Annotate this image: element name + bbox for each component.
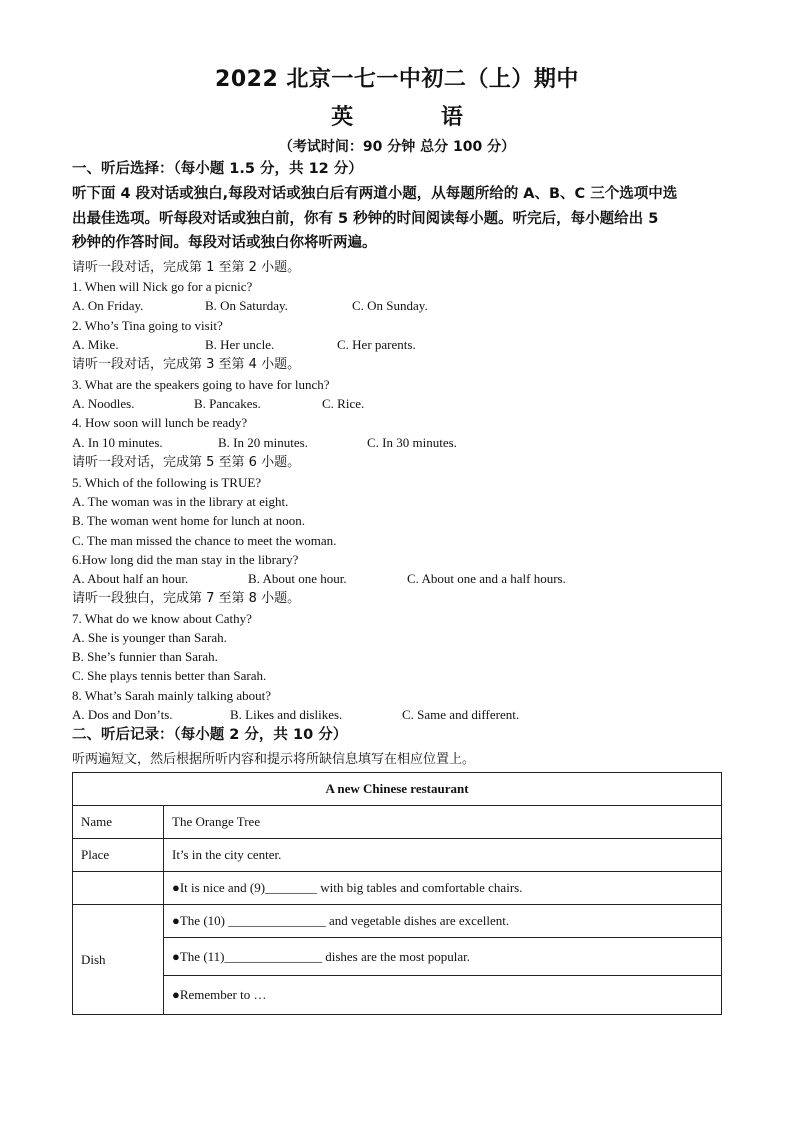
question-6: 6.How long did the man stay in the library? (72, 552, 299, 567)
q5-option-a: A. The woman was in the library at eight. (72, 494, 289, 509)
section1-instruction-line1: 听下面 4 段对话或独白,每段对话或独白后有两道小题，从每题所给的 A、B、C 三个选项中选 (72, 186, 678, 202)
q4-option-b: B. In 20 minutes. (218, 435, 308, 450)
dialog2-prompt: 请听一段对话，完成第 3 至第 4 小题。 (72, 357, 301, 372)
notes-table (72, 772, 722, 1015)
q1-option-a: A. On Friday. (72, 298, 144, 313)
q3-option-c: C. Rice. (322, 396, 365, 411)
q6-option-c: C. About one and a half hours. (407, 571, 566, 586)
table-row (73, 872, 722, 905)
row-label-place: Place (73, 839, 164, 872)
exam-info: （考试时间：90 分钟 总分 100 分） (278, 139, 516, 155)
dialog3-prompt: 请听一段对话，完成第 5 至第 6 小题。 (72, 455, 301, 470)
q3-option-a: A. Noodles. (72, 396, 135, 411)
question-5: 5. Which of the following is TRUE? (72, 475, 262, 490)
table-caption: A new Chinese restaurant (73, 773, 722, 806)
q7-option-a: A. She is younger than Sarah. (72, 630, 227, 645)
row-label-name: Name (73, 806, 164, 839)
table-row (73, 806, 722, 839)
row-label-dish: Dish (73, 905, 164, 1015)
question-3: 3. What are the speakers going to have for lunch? (72, 377, 330, 392)
section2-heading: 二、听后记录：（每小题 2 分，共 10 分） (72, 727, 348, 743)
q8-option-b: B. Likes and dislikes. (230, 707, 343, 722)
q5-option-b: B. The woman went home for lunch at noon. (72, 513, 305, 528)
row-value-blank-9: ●It is nice and (9)________ with big tables and comfortable chairs. (164, 872, 722, 905)
question-2: 2. Who’s Tina going to visit? (72, 318, 223, 333)
q7-option-c: C. She plays tennis better than Sarah. (72, 668, 267, 683)
q4-option-a: A. In 10 minutes. (72, 435, 163, 450)
q2-option-b: B. Her uncle. (205, 337, 275, 352)
table-row (73, 938, 722, 976)
q7-option-b: B. She’s funnier than Sarah. (72, 649, 218, 664)
q1-option-c: C. On Sunday. (352, 298, 428, 313)
dish-blank-10: ●The (10) _______________ and vegetable dishes are excellent. (164, 905, 722, 938)
section1-instruction-line2: 出最佳选项。听每段对话或独白前，你有 5 秒钟的时间阅读每小题。听完后，每小题给出 5 (72, 211, 659, 227)
question-7: 7. What do we know about Cathy? (72, 611, 252, 626)
section1-instruction-line3: 秒钟的作答时间。每段对话或独白你将听两遍。 (72, 235, 377, 251)
question-8: 8. What’s Sarah mainly talking about? (72, 688, 272, 703)
q2-option-c: C. Her parents. (337, 337, 416, 352)
q6-option-b: B. About one hour. (248, 571, 347, 586)
question-1: 1. When will Nick go for a picnic? (72, 279, 253, 294)
exam-title: 2022 北京一七一中初二（上）期中 (215, 67, 579, 92)
q1-option-b: B. On Saturday. (205, 298, 288, 313)
q3-option-b: B. Pancakes. (194, 396, 261, 411)
dish-blank-11: ●The (11)_______________ dishes are the most popular. (164, 938, 722, 976)
q8-option-c: C. Same and different. (402, 707, 520, 722)
table-row (73, 976, 722, 1015)
q4-option-c: C. In 30 minutes. (367, 435, 457, 450)
dialog1-prompt: 请听一段对话，完成第 1 至第 2 小题。 (72, 260, 301, 275)
question-4: 4. How soon will lunch be ready? (72, 415, 248, 430)
q8-option-a: A. Dos and Don’ts. (72, 707, 173, 722)
table-row (73, 905, 722, 938)
dish-remember: ●Remember to … (164, 976, 722, 1015)
q2-option-a: A. Mike. (72, 337, 119, 352)
section1-heading: 一、听后选择：（每小题 1.5 分，共 12 分） (72, 161, 363, 177)
row-value-place: It’s in the city center. (164, 839, 722, 872)
section2-instruction: 听两遍短文，然后根据所听内容和提示将所缺信息填写在相应位置上。 (72, 752, 476, 767)
monologue-prompt: 请听一段独白，完成第 7 至第 8 小题。 (72, 591, 301, 606)
subject-title: 英 语 (331, 105, 503, 130)
row-label-empty (73, 872, 164, 905)
q6-option-a: A. About half an hour. (72, 571, 189, 586)
row-value-name: The Orange Tree (164, 806, 722, 839)
q5-option-c: C. The man missed the chance to meet the woman. (72, 533, 337, 548)
table-row (73, 839, 722, 872)
